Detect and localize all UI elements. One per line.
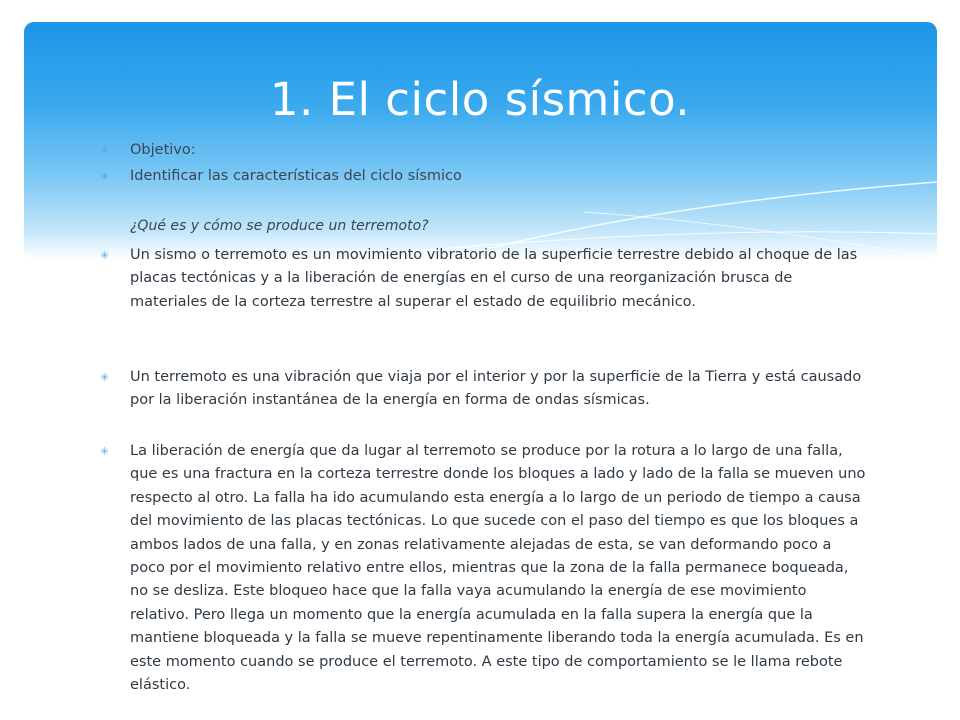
question-heading: ¿Qué es y cómo se produce un terremoto? bbox=[130, 218, 429, 234]
bullet-icon: ✳ bbox=[100, 249, 110, 262]
paragraph-text: La liberación de energía que da lugar al terremoto se produce por la rotura a lo largo de una falla, que es una fractura en la corteza terrestre donde los bloques a lado y lado de la falla se mueven uno respecto al otro. La falla ha ido acumulando esta energía a lo largo de un periodo de tiempo a causa del movimiento de las placas tectónicas. Lo que sucede con el paso del tiempo es que los bloques a ambos lados de una falla, y en zonas relativamente alejadas de esta, se van deformando poco a poco por el movimiento relativo entre ellos, mientras que la zona de la falla permanece boqueada, no se desliza. Este bloqueo hace que la falla vaya acumulando la energía de ese movimiento relativo. Pero llega un momento que la energía acumulada en la falla supera la energía que la mantiene bloqueada y la falla se mueve repentinamente liberando toda la energía acumulada. Es en este momento cuando se produce el terremoto. A este tipo de comportamiento se le llama rebote elástico. bbox=[130, 443, 866, 694]
bullet-icon: ✳ bbox=[100, 144, 110, 157]
objective-text: Identificar las características del ciclo sísmico bbox=[130, 168, 462, 184]
slide-title: 1. El ciclo sísmico. bbox=[269, 73, 691, 126]
bullet-icon: ✳ bbox=[100, 371, 110, 384]
paragraph-text: Un sismo o terremoto es un movimiento vibratorio de la superficie terrestre debido al choque de las placas tectónicas y a la liberación de energías en el curso de una reorganización brusca de materiales de la corteza terrestre al superar el estado de equilibrio mecánico. bbox=[130, 247, 858, 310]
bullet-icon: ✳ bbox=[100, 170, 110, 183]
objective-label: Objetivo: bbox=[130, 142, 196, 158]
bullet-icon: ✳ bbox=[100, 445, 110, 458]
paragraph-text: Un terremoto es una vibración que viaja por el interior y por la superficie de la Tierra y está causado por la liberación instantánea de la energía en forma de ondas sísmicas. bbox=[130, 369, 862, 409]
